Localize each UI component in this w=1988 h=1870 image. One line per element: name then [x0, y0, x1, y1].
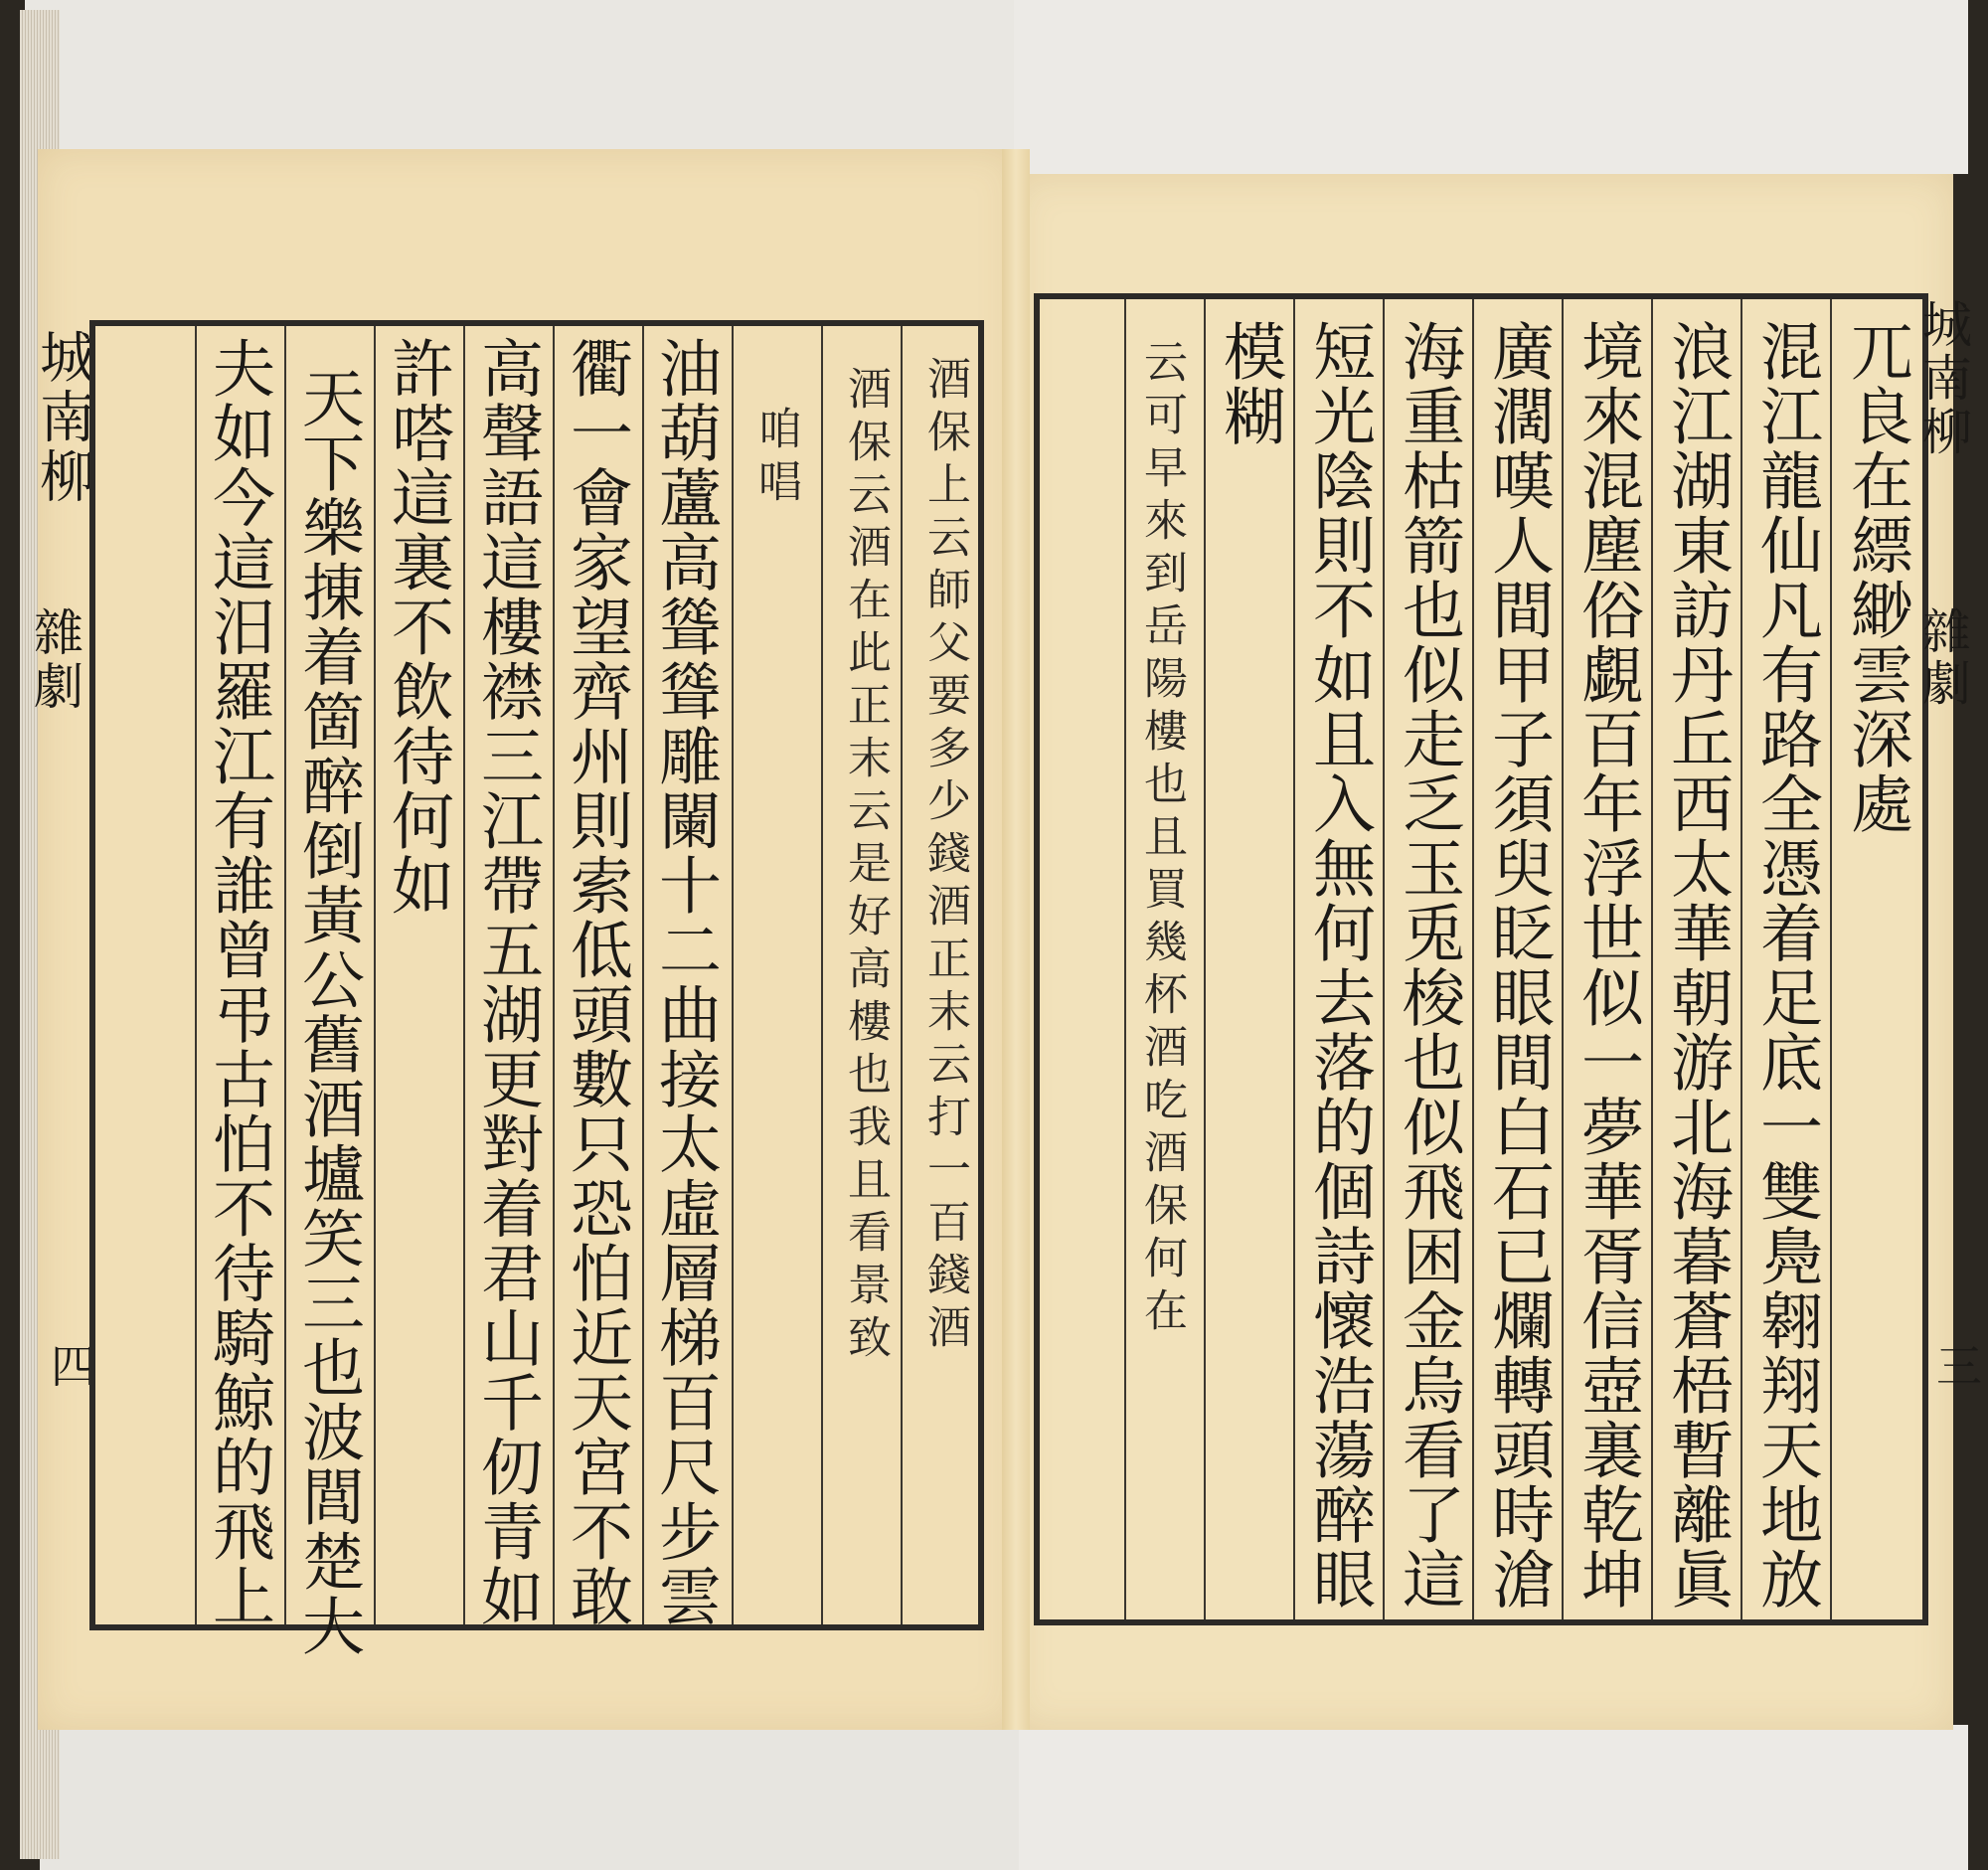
left-margin-volume: 雜劇	[26, 606, 83, 714]
right-margin-title: 城南柳	[1914, 298, 1972, 459]
right-page-number: 三	[1929, 1342, 1983, 1388]
bottom-paper-flap-right	[1019, 1725, 1968, 1870]
top-paper-flap-right	[1014, 0, 1968, 174]
text-column: 衢一會家望齊州則索低頭數只恐怕近天宮不敢	[561, 336, 633, 1628]
text-column: 浪江湖東訪丹丘西太華朝游北海暮蒼梧暫離眞	[1661, 319, 1734, 1612]
text-column: 兀良在縹緲雲深處	[1841, 319, 1913, 836]
right-text-frame	[1034, 293, 1928, 1625]
left-page-number: 四	[44, 1342, 97, 1388]
left-text-frame	[89, 320, 984, 1658]
text-column: 許嗒這裏不飲待何如	[382, 336, 454, 918]
text-column: 夫如今這汨羅江有誰曾弔古怕不待騎鯨的飛上	[203, 336, 275, 1628]
bottom-paper-flap-left	[40, 1725, 1019, 1870]
text-column: 廣濶嘆人間甲子須臾眨眼間白石已爛轉頭時滄	[1482, 319, 1555, 1612]
text-column: 酒保上云師父要多少錢酒正末云打一百錢酒	[919, 356, 970, 1357]
text-column: 模糊	[1214, 319, 1286, 448]
left-margin-title: 城南柳	[31, 328, 95, 507]
text-column: 咱唱	[750, 406, 801, 511]
right-margin-volume: 雜劇	[1914, 606, 1970, 710]
text-column: 天下樂㨂着箇醉倒黃公舊酒壚笑三也波閭楚大	[292, 366, 365, 1658]
text-column: 海重枯箭也似走乏玉兎梭也似飛困金烏看了這	[1393, 319, 1465, 1612]
top-paper-flap-left	[25, 0, 1014, 149]
text-column: 酒保云酒在此正末云是好高樓也我且看景致	[840, 366, 891, 1367]
text-column: 高聲語這樓襟三江帶五湖更對着君山千仞青如	[471, 336, 544, 1628]
text-column: 混江龍仙凡有路全憑着足底一雙鳧翱翔天地放	[1750, 319, 1823, 1612]
text-column: 境來混塵俗覷百年浮世似一夢華胥信壺裏乾坤	[1572, 319, 1644, 1612]
book-gutter	[1002, 149, 1030, 1730]
text-column: 云可早來到岳陽樓也且買幾杯酒吃酒保何在	[1136, 339, 1187, 1340]
text-column: 短光陰則不如且入無何去落的個詩懷浩蕩醉眼	[1303, 319, 1376, 1612]
text-column: 油葫蘆高聳聳雕闌十二曲接太虛層梯百尺步雲	[649, 336, 722, 1628]
